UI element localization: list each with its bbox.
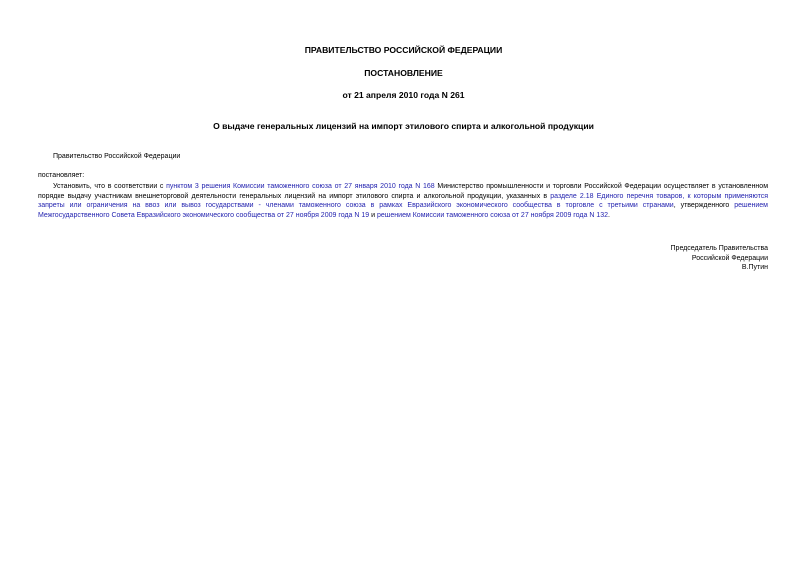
signature-block — [671, 244, 768, 273]
text-span: . — [608, 211, 610, 219]
link-customs-union-decision-132[interactable]: решением Комиссии таможенного союза от 27 ноября 2009 года N 132 — [377, 211, 609, 219]
government-heading: ПРАВИТЕЛЬСТВО РОССИЙСКОЙ ФЕДЕРАЦИИ — [304, 45, 503, 55]
paragraph-line-3 — [38, 201, 768, 211]
main-paragraph — [38, 182, 768, 220]
link-eurasec-council-decision-19[interactable]: Межгосударственного Совета Евразийского экономического сообщества от 27 ноября 2009 года N 19 — [38, 211, 370, 219]
text-span: порядке выдачу участникам внешнеторговой деятельности генеральных лицензий на импорт этилового спирта и алкогольной продукции, указанных в — [38, 192, 551, 200]
document-type-heading: ПОСТАНОВЛЕНИЕ — [364, 68, 443, 78]
document-title: О выдаче генеральных лицензий на импорт этилового спирта и алкогольной продукции — [213, 121, 594, 131]
link-customs-union-decision-168[interactable]: пунктом 3 решения Комиссии таможенного союза от 27 января 2010 года N 168 — [166, 183, 435, 190]
link-unified-list[interactable]: запреты или ограничения на ввоз или вывоз государствами - членами таможенного союза в рамках Евразийского экономического сообщества в торговле с третьими странами — [38, 202, 674, 209]
text-span: , утвержденного — [673, 202, 735, 209]
signature-position-line-2: Российской Федерации — [691, 254, 768, 262]
paragraph-line-4 — [38, 211, 768, 221]
paragraph-line-2 — [38, 192, 768, 202]
paragraph-line-1 — [38, 182, 768, 192]
date-number-heading: от 21 апреля 2010 года N 261 — [342, 90, 465, 100]
signature-name: В.Путин — [741, 264, 768, 271]
link-section-2-18[interactable]: разделе 2.18 Единого перечня товаров, к которым применяются — [550, 192, 768, 200]
text-span: Установить, что в соответствии с — [53, 183, 167, 190]
signature-position-line-1: Председатель Правительства — [670, 245, 768, 252]
text-span: Министерство промышленности и торговли Российской Федерации осуществляет в установленном — [434, 183, 769, 190]
text-span: и — [369, 211, 377, 219]
government-line: Правительство Российской Федерации — [53, 153, 181, 160]
link-decision[interactable]: решением — [734, 202, 768, 209]
decrees-word: постановляет: — [38, 172, 85, 179]
